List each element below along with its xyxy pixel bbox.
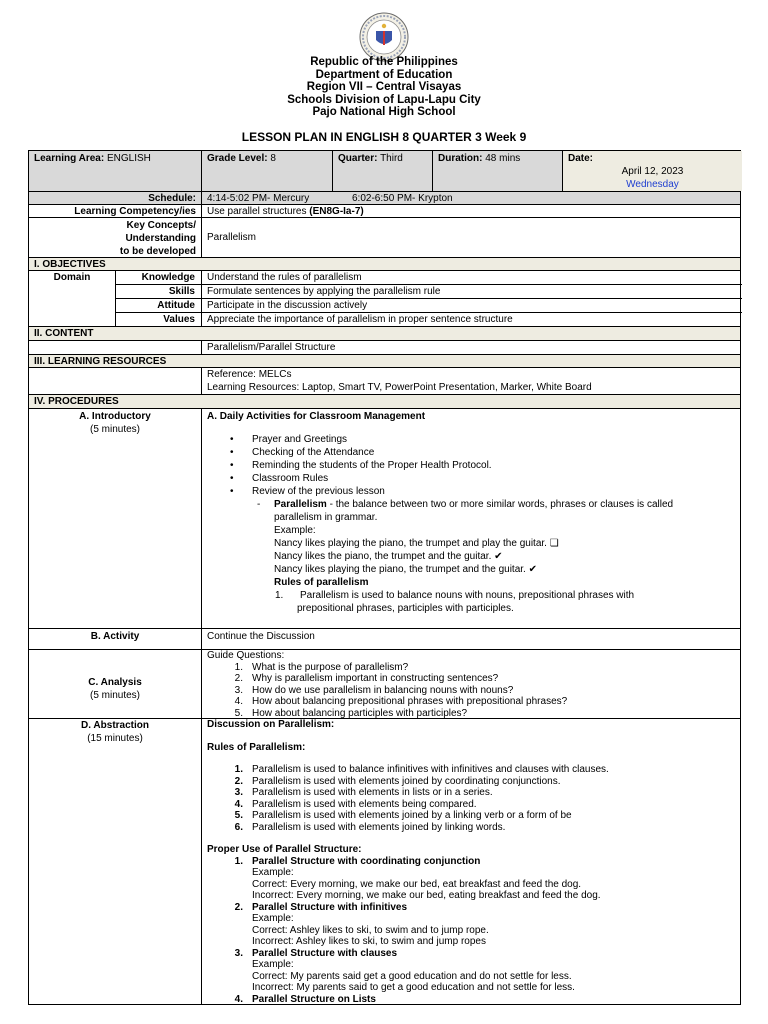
- example-incorrect: Nancy likes playing the piano, the trumpet and play the guitar. ❏: [274, 538, 559, 549]
- example-sentence: Example:: [252, 959, 294, 970]
- numbered-item: 5. Parallelism is used with elements joined by a linking verb or a form of be: [234, 810, 572, 821]
- procedures-heading-row: IV. PROCEDURES: [28, 395, 741, 409]
- objectives-heading-row: I. OBJECTIVES: [28, 258, 741, 271]
- numbered-item: 6. Parallelism is used with elements joined by linking words.: [234, 821, 506, 833]
- info-row: [28, 150, 741, 192]
- schedule-slot-1: 4:14-5:02 PM- Mercury: [207, 193, 310, 204]
- date-cell: Date: April 12, 2023 Wednesday: [562, 151, 742, 191]
- header-region: Region VII – Central Visayas: [306, 81, 462, 94]
- example-sentence: Example:: [252, 913, 294, 924]
- objectives-row: Domain Knowledge Skills Attitude Values Understand the rules of parallelism Formulate sentences by applying the parallelism rule Participate in the discussion actively Appreciate the importance of parallelism in proper sentence structure: [28, 271, 741, 327]
- duration-cell: Duration: 48 mins: [432, 151, 562, 191]
- grade-level-cell: Grade Level: 8: [201, 151, 332, 191]
- parallel-structure-item: 4. Parallel Structure on Lists: [234, 993, 376, 1004]
- numbered-item: 2. Why is parallelism important in constructing sentences?: [234, 673, 499, 684]
- rules-list: [207, 764, 737, 833]
- correct-sentence: Correct: Every morning, we make our bed, eat breakfast and feed the dog.: [252, 878, 582, 890]
- numbered-item: 3. Parallelism is used with elements in lists or in a series.: [234, 787, 493, 798]
- deped-seal-logo: [359, 12, 409, 62]
- values-objective: Appreciate the importance of parallelism in proper sentence structure: [207, 314, 513, 325]
- numbered-item: 3. How do we use parallelism in balancing nouns with nouns?: [234, 684, 514, 696]
- abstraction-row: D. Abstraction (15 minutes) Discussion on Parallelism: Rules of Parallelism: 1. Parallelism is used to balance infinitives with infinitives and clauses with clauses. 2. Parallelism is used with elements joined by coordinating conjunctions. 3. Parallelism is used with elements in lists or in a series. 4. Parallelism is used with elements being compared. 5. Parallelism is used with elements joined by a linking verb or a form of be 6. Parallelism is used with elements joined by linking words. Proper Use of Parallel Structure: 1. Parallel Structure with coordinating conjunction Example: Correct: Every morning, we make our bed, eat breakfast and feed the dog. Incorrect: Every morning, we make our bed, eating breakfast and feed the dog. 2. Parallel Structure with infinitives Example: Correct: Ashley likes to ski, to swim and to jump rope. Incorrect: Ashley likes to ski, to swim and jump ropes 3. Parallel Structure with clauses Example: Correct: My parents said get a good education and do not settle for less. Incorrect: My parents said to get a good education and not settle for less. 4. Parallel Structure on Lists: [28, 719, 741, 1005]
- numbered-item: 1. Parallelism is used to balance infinitives with infinitives and clauses with clauses.: [234, 764, 609, 775]
- rules-of-parallelism-heading: Rules of parallelism: [274, 577, 369, 588]
- numbered-item: 2. Parallelism is used with elements joined by coordinating conjunctions.: [234, 775, 561, 787]
- activity-list-item: • Checking of the Attendance: [207, 446, 737, 459]
- numbered-item: 4. Parallelism is used with elements being compared.: [234, 798, 477, 810]
- knowledge-objective: Understand the rules of parallelism: [207, 272, 362, 283]
- activity-list-item: • Review of the previous lesson: [207, 485, 737, 498]
- parallel-structure-item: 2. Parallel Structure with infinitives: [234, 901, 408, 913]
- activity-list-item: • Reminding the students of the Proper Health Protocol.: [207, 459, 737, 472]
- example-correct-2: Nancy likes playing the piano, the trumpet and the guitar. ✔: [274, 564, 537, 575]
- key-concepts-row: Key Concepts/ Understanding to be developed Parallelism: [28, 218, 741, 258]
- schedule-row: Schedule: 4:14-5:02 PM- Mercury 6:02-6:50 PM- Krypton: [28, 192, 741, 205]
- quarter-cell: Quarter: Third: [332, 151, 432, 191]
- content-row: Parallelism/Parallel Structure: [28, 341, 741, 355]
- activity-list-item: • Classroom Rules: [207, 472, 737, 485]
- resources-row: [28, 368, 741, 395]
- introductory-row: A. Introductory (5 minutes) A. Daily Activities for Classroom Management • Prayer and Greetings • Checking of the Attendance • Reminding the students of the Proper Health Protocol. • Classroom Rules • Review of the previous lesson - Parallelism - the balance between two or more similar words, phrases or clauses is called parallelism in grammar. Example: Nancy likes playing the piano, the trumpet and play the guitar. ❏ Nancy likes the piano, the trumpet and the guitar. ✔ Nancy likes playing the piano, the trumpet and the guitar. ✔ Rules of parallelism 1. Parallelism is used to balance nouns with nouns, prepositional phrases with prepositional phrases, participles with participles.: [28, 409, 741, 629]
- content-heading-row: II. CONTENT: [28, 327, 741, 341]
- lesson-plan-title: LESSON PLAN IN ENGLISH 8 QUARTER 3 Week 9: [241, 130, 527, 144]
- numbered-item: 4. How about balancing prepositional phrases with prepositional phrases?: [234, 696, 568, 707]
- skills-objective: Formulate sentences by applying the parallelism rule: [207, 286, 441, 297]
- resources-heading-row: III. LEARNING RESOURCES: [28, 355, 741, 368]
- attitude-objective: Participate in the discussion actively: [207, 300, 368, 311]
- numbered-item: 1. What is the purpose of parallelism?: [234, 661, 409, 673]
- correct-sentence: Correct: Ashley likes to ski, to swim and to jump rope.: [252, 924, 489, 936]
- activity-list-item: • Prayer and Greetings: [207, 433, 737, 446]
- activity-row: B. Activity Continue the Discussion: [28, 629, 741, 650]
- rules-heading: Rules of Parallelism:: [207, 741, 306, 753]
- learning-area-cell: Learning Area: ENGLISH: [34, 153, 151, 164]
- discussion-heading: Discussion on Parallelism:: [207, 719, 335, 730]
- incorrect-sentence: Incorrect: Ashley likes to ski, to swim and jump ropes: [252, 936, 486, 947]
- schedule-slot-2: 6:02-6:50 PM- Krypton: [352, 193, 453, 204]
- guide-questions-heading: Guide Questions:: [207, 650, 285, 661]
- example-correct-1: Nancy likes the piano, the trumpet and the guitar. ✔: [274, 551, 503, 562]
- example-sentence: Example:: [252, 867, 294, 878]
- materials-text: Learning Resources: Laptop, Smart TV, PowerPoint Presentation, Marker, White Board: [207, 382, 592, 393]
- reference-text: Reference: MELCs: [207, 369, 292, 380]
- header-department: Department of Education: [315, 68, 453, 81]
- parallelism-term: Parallelism: [274, 499, 327, 510]
- proper-use-heading: Proper Use of Parallel Structure:: [207, 844, 362, 855]
- proper-use-list: [207, 856, 737, 1005]
- parallel-structure-item: 3. Parallel Structure with clauses: [234, 947, 398, 959]
- correct-sentence: Correct: My parents said get a good education and do not settle for less.: [252, 970, 572, 982]
- header-division: Schools Division of Lapu-Lapu City: [287, 93, 481, 106]
- guide-questions-list: [207, 662, 737, 719]
- parallel-structure-item: 1. Parallel Structure with coordinating conjunction: [234, 855, 481, 867]
- incorrect-sentence: Incorrect: Every morning, we make our bed, eating breakfast and feed the dog.: [252, 890, 601, 901]
- competency-row: Learning Competency/ies Use parallel structures (EN8G-Ia-7): [28, 205, 741, 218]
- date-value: April 12, 2023: [621, 166, 684, 177]
- domain-label: Domain: [53, 272, 91, 283]
- incorrect-sentence: Incorrect: My parents said to get a good education and not settle for less.: [252, 982, 575, 993]
- header-school: Pajo National High School: [312, 106, 456, 119]
- numbered-item: 5. How about balancing participles with participles?: [234, 707, 468, 718]
- daily-activities-list: [207, 433, 737, 498]
- analysis-row: C. Analysis (5 minutes) Guide Questions: 1. What is the purpose of parallelism? 2. Why is parallelism important in constructing sentences? 3. How do we use parallelism in balancing nouns with nouns? 4. How about balancing prepositional phrases with prepositional phrases? 5. How about balancing participles with participles?: [28, 650, 741, 719]
- day-value: Wednesday: [626, 179, 679, 190]
- daily-activities-heading: A. Daily Activities for Classroom Management: [207, 411, 426, 422]
- header-republic: Republic of the Philippines: [310, 56, 458, 68]
